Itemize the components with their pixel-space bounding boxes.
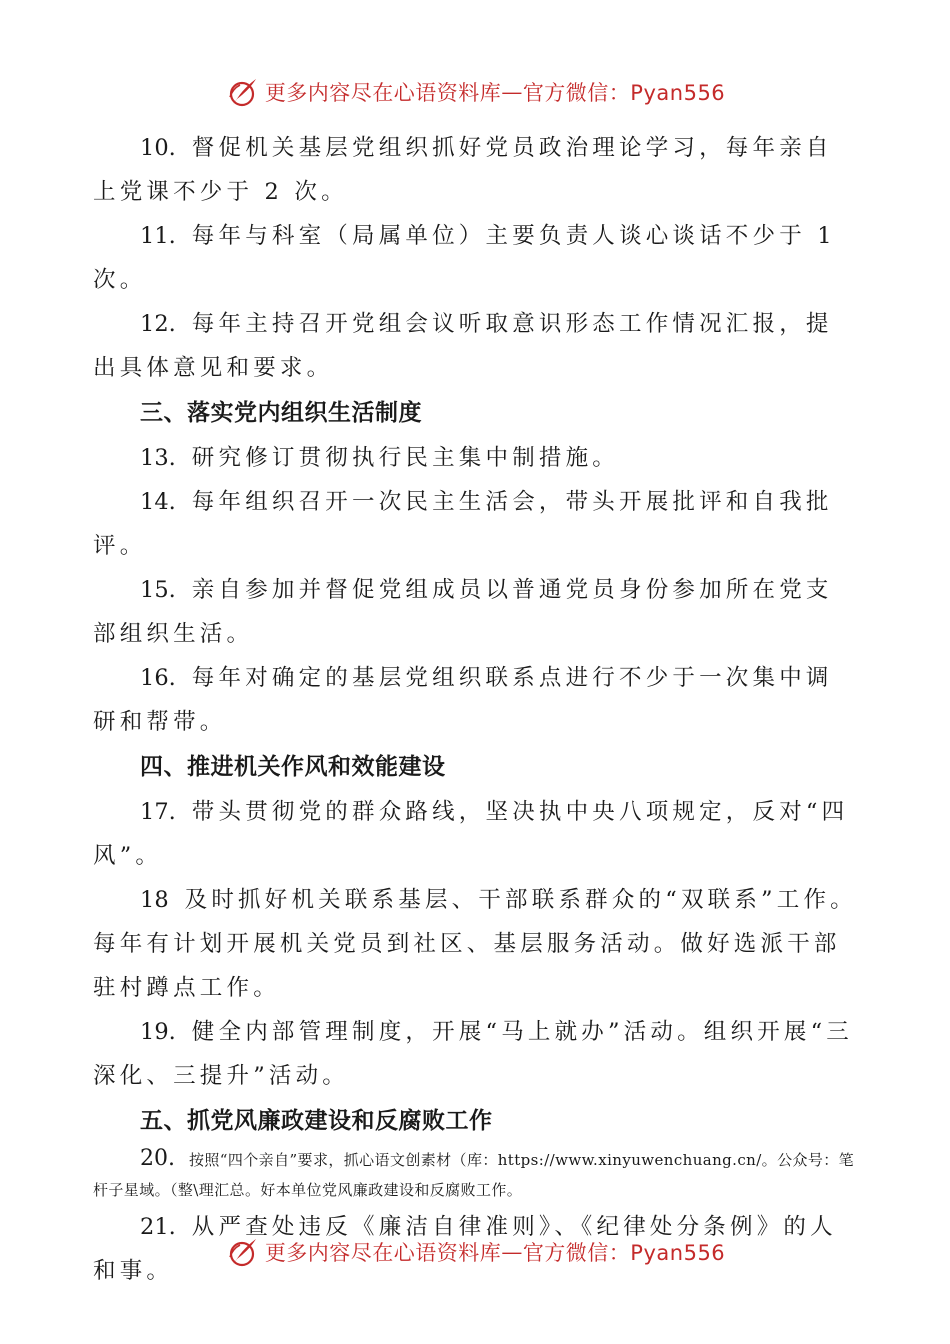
list-item: 17. 带头贯彻党的群众路线，坚决执中央八项规定，反对“四风”。 bbox=[93, 799, 849, 869]
quill-logo-icon bbox=[225, 75, 259, 109]
list-item: 10. 督促机关基层党组织抓好党员政治理论学习，每年亲自上党课不少于 2 次。 bbox=[93, 135, 833, 205]
banner-brand-text: 更多内容尽在心语资料库 bbox=[264, 81, 502, 105]
document-body bbox=[93, 126, 857, 1293]
section-heading: 五、抓党风廉政建设和反腐败工作 bbox=[140, 1108, 493, 1134]
banner-wechat-label: 官方微信：Pyan556 bbox=[522, 81, 726, 105]
list-item: 16. 每年对确定的基层党组织联系点进行不少于一次集中调研和帮带。 bbox=[93, 665, 833, 735]
section-heading: 三、落实党内组织生活制度 bbox=[140, 400, 422, 426]
list-item: 15. 亲自参加并督促党组成员以普通党员身份参加所在党支部组织生活。 bbox=[93, 577, 833, 647]
banner-separator: — bbox=[501, 80, 523, 104]
list-item: 18 及时抓好机关联系基层、干部联系群众的“双联系”工作。每年有计划开展机关党员到社区、基层服务活动。做好选派干部驻村蹲点工作。 bbox=[93, 887, 857, 1001]
list-item: 13. 研究修订贯彻执行民主集中制措施。 bbox=[140, 445, 619, 471]
banner-brand-text: 更多内容尽在心语资料库 bbox=[264, 1241, 502, 1265]
list-item: 20. 按照“四个亲自”要求，抓心语文创素材（库：https://www.xinyuwenchuang.cn/。公众号：笔杆子星域。（整\理汇总。好本单位党风廉政建设和反腐败工作。 bbox=[93, 1146, 855, 1199]
list-item: 21. 从严查处违反《廉洁自律准则》、《纪律处分条例》的人和事。 bbox=[93, 1214, 837, 1284]
list-item: 11. 每年与科室（局属单位）主要负责人谈心谈话不少于 1 次。 bbox=[93, 223, 836, 293]
list-item: 14. 每年组织召开一次民主生活会，带头开展批评和自我批评。 bbox=[93, 489, 833, 559]
header-banner bbox=[0, 72, 950, 112]
list-item: 19. 健全内部管理制度，开展“马上就办”活动。组织开展“三深化、三提升”活动。 bbox=[93, 1019, 854, 1089]
section-heading: 四、推进机关作风和效能建设 bbox=[140, 754, 446, 780]
list-item: 12. 每年主持召开党组会议听取意识形态工作情况汇报，提出具体意见和要求。 bbox=[93, 311, 833, 381]
footer-banner bbox=[0, 1232, 950, 1272]
banner-wechat-label: 官方微信：Pyan556 bbox=[522, 1241, 726, 1265]
quill-logo-icon bbox=[225, 1235, 259, 1269]
banner-separator: — bbox=[501, 1240, 523, 1264]
